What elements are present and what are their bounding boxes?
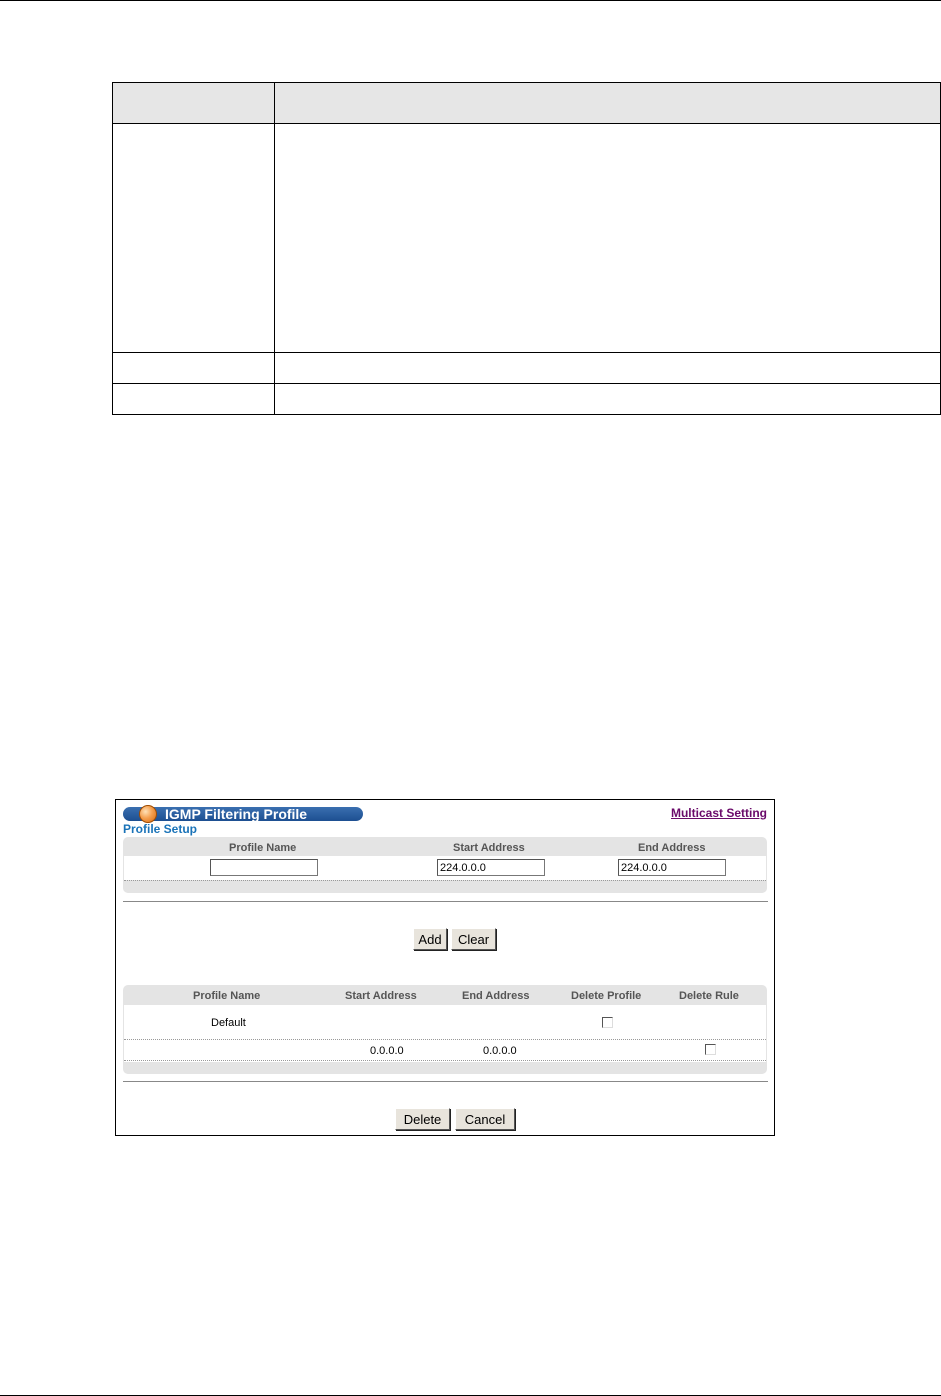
title-bar [123,807,363,821]
reference-table-cell [275,353,941,384]
orb-icon [139,805,157,823]
form-header-end-address: End Address [638,842,706,854]
form-header-start-address: Start Address [453,842,525,854]
reference-table-cell [113,353,275,384]
clear-button[interactable]: Clear [451,928,496,950]
reference-table [112,82,941,415]
form-row-divider [124,880,766,881]
delete-button[interactable]: Delete [395,1108,450,1130]
table-body [124,1005,766,1062]
table-row-divider [124,1060,766,1061]
reference-table-cell [275,124,941,353]
profile-name-input[interactable] [210,859,318,876]
screen-title: IGMP Filtering Profile [165,806,308,822]
form-header-profile-name: Profile Name [229,842,297,854]
form-row [124,856,766,880]
table-row-divider [124,1039,766,1040]
reference-table-header-cell-2 [275,83,941,124]
add-button[interactable]: Add [413,928,447,950]
cancel-button[interactable]: Cancel [455,1108,515,1130]
igmp-filtering-profile-screenshot [115,799,775,1136]
reference-table-row [113,353,941,384]
multicast-setting-link[interactable]: Multicast Setting [670,806,767,820]
delete-profile-checkbox[interactable] [602,1017,613,1028]
reference-table-cell [275,384,941,415]
row-start-address: 0.0.0.0 [370,1045,404,1057]
profile-setup-heading: Profile Setup [123,822,198,836]
reference-table-row [113,384,941,415]
start-address-input[interactable] [437,859,545,876]
table-header-start-address: Start Address [345,990,417,1002]
profile-setup-form [123,837,767,893]
reference-table-row [113,124,941,353]
reference-table-cell [113,124,275,353]
table-header-delete-rule: Delete Rule [679,990,739,1002]
reference-table-header-cell-1 [113,83,275,124]
table-header-profile-name: Profile Name [193,990,261,1002]
table-header-delete-profile: Delete Profile [571,990,642,1002]
end-address-input[interactable] [618,859,726,876]
reference-table-header-row [113,83,941,124]
table-header-end-address: End Address [462,990,530,1002]
profile-table [123,985,767,1074]
row-profile-name: Default [211,1017,246,1029]
row-end-address: 0.0.0.0 [483,1045,517,1057]
delete-rule-checkbox[interactable] [705,1044,716,1055]
reference-table-cell [113,384,275,415]
separator [123,901,768,902]
separator [123,1081,768,1082]
top-rule [0,0,941,1]
